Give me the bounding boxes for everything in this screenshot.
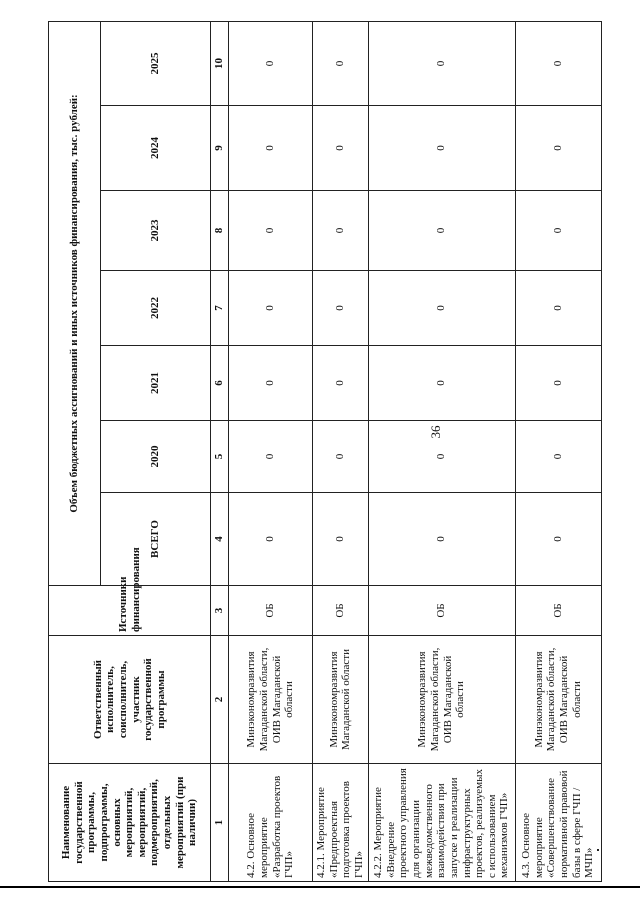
row-source: ОБ (515, 586, 601, 636)
row-value: 0 (368, 21, 515, 105)
row-value: 0 (229, 106, 313, 191)
table-row (229, 21, 313, 881)
row-name: 4.2. Основное мероприятие «Разработка проектов ГЧП» (229, 764, 313, 882)
column-number: 10 (211, 21, 229, 105)
row-value: 0 (515, 493, 601, 586)
row-name: 4.2.2. Мероприятие «Внедрение проектного управления для организации межведомственного взаимодействия при запуске и реализации инфраструктурных проектов, реализуемых с использованием механизмов ГЧП» (368, 764, 515, 882)
row-value: 0 (229, 21, 313, 105)
header-volume: Объем бюджетных ассигнований и иных источников финансирования, тыс. рублей: (49, 21, 101, 585)
budget-allocation-table (48, 21, 602, 882)
row-executor: Минэкономразвития Магаданской области, ОИВ Магаданской области (368, 636, 515, 764)
row-source: ОБ (229, 586, 313, 636)
column-number-row (211, 21, 229, 881)
column-number: 3 (211, 586, 229, 636)
row-value: 0 (229, 191, 313, 271)
row-value: 0 (229, 271, 313, 346)
row-value: 0 (313, 21, 369, 105)
row-value: 0 (368, 271, 515, 346)
column-number: 9 (211, 106, 229, 191)
header-year: 2023 (101, 191, 211, 271)
row-value: 0 (313, 421, 369, 493)
row-value: 0 (368, 106, 515, 191)
row-value: 0 (229, 421, 313, 493)
row-value: 0 (368, 346, 515, 421)
row-value: 0 (515, 271, 601, 346)
header-total: ВСЕГО (101, 493, 211, 586)
row-value: 0 (313, 346, 369, 421)
column-number: 1 (211, 764, 229, 882)
budget-table-area (48, 22, 595, 882)
row-value: 0 (515, 421, 601, 493)
column-number: 8 (211, 191, 229, 271)
header-source: Источники финансирования (49, 586, 211, 636)
column-number: 4 (211, 493, 229, 586)
table-row (368, 21, 515, 881)
row-value: 0 (368, 421, 515, 493)
header-year: 2021 (101, 346, 211, 421)
row-value: 0 (313, 106, 369, 191)
row-value: 0 (313, 493, 369, 586)
column-number: 6 (211, 346, 229, 421)
row-executor: Минэкономразвития Магаданской области, ОИВ Магаданской области (515, 636, 601, 764)
row-value: 0 (229, 346, 313, 421)
page-number: 36 (428, 425, 443, 439)
row-name: 4.2.1. Мероприятие «Предпроектная подготовка проектов ГЧП» (313, 764, 369, 882)
row-value: 0 (515, 106, 601, 191)
header-executor: Ответственный исполнитель, соисполнитель, участник государственной программы (49, 636, 211, 764)
column-number: 7 (211, 271, 229, 346)
column-number: 5 (211, 421, 229, 493)
header-year: 2024 (101, 106, 211, 191)
table-row (313, 21, 369, 881)
row-executor: Минэкономразвития Магаданской области (313, 636, 369, 764)
scan-dot (597, 849, 599, 851)
table-row (515, 21, 601, 881)
header-year: 2020 (101, 421, 211, 493)
row-value: 0 (515, 191, 601, 271)
row-source: ОБ (313, 586, 369, 636)
row-value: 0 (313, 271, 369, 346)
row-value: 0 (515, 21, 601, 105)
row-value: 0 (368, 493, 515, 586)
row-value: 0 (229, 493, 313, 586)
header-year: 2025 (101, 21, 211, 105)
header-year: 2022 (101, 271, 211, 346)
row-executor: Минэкономразвития Магаданской области, ОИВ Магаданской области (229, 636, 313, 764)
row-value: 0 (368, 191, 515, 271)
row-value: 0 (515, 346, 601, 421)
row-value: 0 (313, 191, 369, 271)
column-number: 2 (211, 636, 229, 764)
row-source: ОБ (368, 586, 515, 636)
row-name: 4.3. Основное мероприятие «Совершенствование нормативной правовой базы в сфере ГЧП / МЧП» (515, 764, 601, 882)
bottom-rule (0, 886, 640, 888)
header-name: Наименование государственной программы, подпрограммы, основных мероприятий, мероприятий, подмероприятий, отдельных мероприятий (при наличии) (49, 764, 211, 882)
